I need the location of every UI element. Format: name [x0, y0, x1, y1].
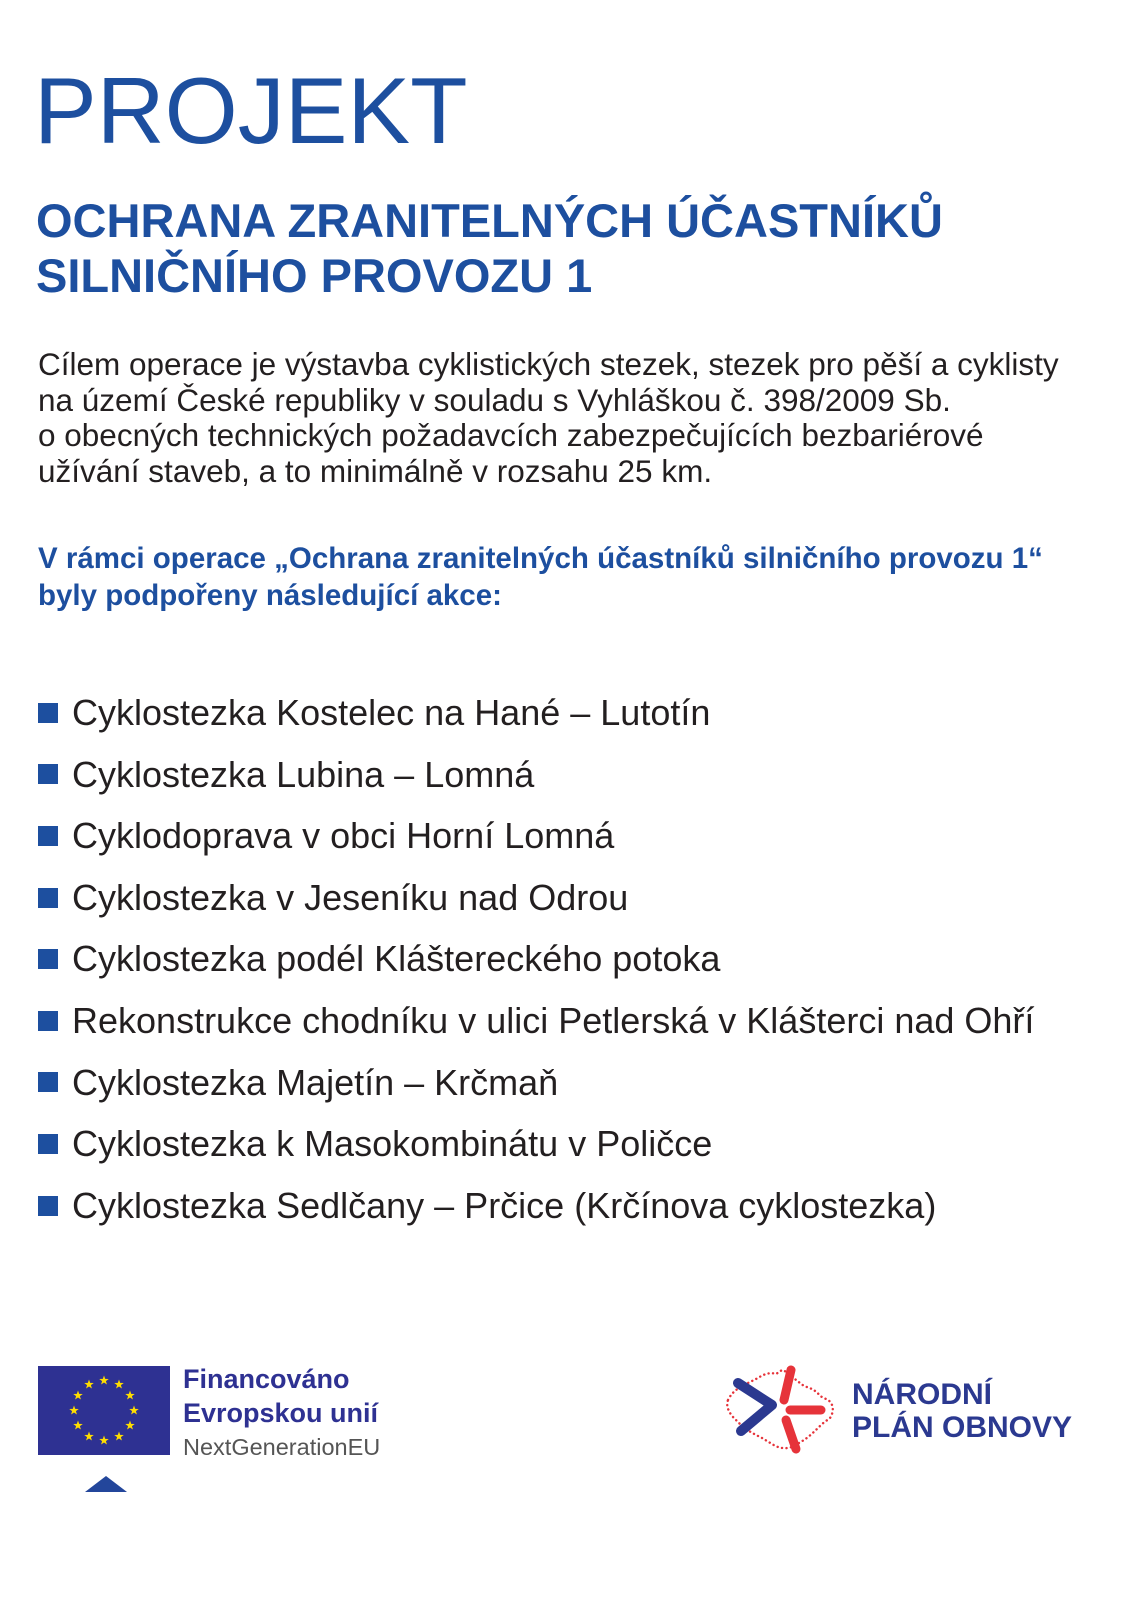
square-bullet-icon: [38, 1072, 58, 1092]
square-bullet-icon: [38, 703, 58, 723]
list-item-label: Cyklostezka Lubina – Lomná: [72, 753, 535, 795]
eu-funding-line: Financováno: [183, 1364, 350, 1394]
heading-line: byly podpořeny následující akce:: [38, 579, 502, 612]
square-bullet-icon: [38, 1134, 58, 1154]
list-item-label: Cyklostezka k Masokombinátu v Poličce: [72, 1123, 713, 1165]
description-line: Cílem operace je výstavba cyklistických stezek, stezek pro pěší a cyklisty: [38, 346, 1059, 382]
list-item: [38, 867, 1034, 929]
square-bullet-icon: [38, 949, 58, 969]
list-item-label: Rekonstrukce chodníku v ulici Petlerská v Klášterci nad Ohří: [72, 999, 1035, 1041]
list-item-label: Cyklostezka Sedlčany – Prčice (Krčínova cyklostezka): [72, 1184, 937, 1226]
description-line: na území České republiky v souladu s Vyhláškou č. 398/2009 Sb.: [38, 381, 951, 418]
supported-actions-heading: [38, 540, 1043, 614]
eu-flag-icon: [38, 1366, 170, 1455]
list-item-label: Cyklostezka Majetín – Krčmaň: [72, 1061, 559, 1103]
list-item: [38, 744, 1034, 806]
eu-funding-text: [183, 1362, 378, 1430]
npo-logo-line: NÁRODNÍ: [852, 1378, 992, 1411]
list-item: [38, 1052, 1034, 1114]
triangle-up-icon: [85, 1476, 127, 1492]
project-description: [38, 347, 1059, 489]
list-item-label: Cyklostezka v Jeseníku nad Odrou: [72, 876, 629, 918]
square-bullet-icon: [38, 764, 58, 784]
project-name: [36, 193, 943, 303]
project-name-line: SILNIČNÍHO PROVOZU 1: [36, 249, 593, 302]
red-star-shape: [784, 1370, 821, 1449]
eu-funding-line: Evropskou unií: [183, 1398, 379, 1428]
npo-logo-icon: [724, 1362, 836, 1458]
description-line: užívání staveb, a to minimálně v rozsahu 25 km.: [38, 452, 713, 489]
description-line: o obecných technických požadavcích zabezpečujících bezbariérové: [38, 417, 984, 453]
list-item: [38, 990, 1034, 1052]
square-bullet-icon: [38, 1011, 58, 1031]
npo-logo-text: [852, 1378, 1072, 1444]
list-item: [38, 1113, 1034, 1175]
blue-chevron-shape: [738, 1383, 772, 1431]
heading-line: V rámci operace „Ochrana zranitelných účastníků silničního provozu 1“: [38, 542, 1043, 575]
list-item: [38, 1175, 1034, 1237]
list-item-label: Cyklostezka Kostelec na Hané – Lutotín: [72, 692, 711, 733]
square-bullet-icon: [38, 826, 58, 846]
list-item-label: Cyklostezka podél Kláštereckého potoka: [72, 938, 721, 980]
page-title: PROJEKT: [34, 58, 468, 163]
list-item: [38, 682, 1034, 744]
npo-logo-line: PLÁN OBNOVY: [852, 1411, 1073, 1444]
square-bullet-icon: [38, 888, 58, 908]
actions-list: [38, 682, 1034, 1236]
next-generation-eu-label: NextGenerationEU: [183, 1434, 381, 1460]
list-item-label: Cyklodoprava v obci Horní Lomná: [72, 815, 615, 857]
square-bullet-icon: [38, 1196, 58, 1216]
list-item: [38, 928, 1034, 990]
project-name-line: OCHRANA ZRANITELNÝCH ÚČASTNÍKŮ: [36, 194, 943, 247]
list-item: [38, 805, 1034, 867]
